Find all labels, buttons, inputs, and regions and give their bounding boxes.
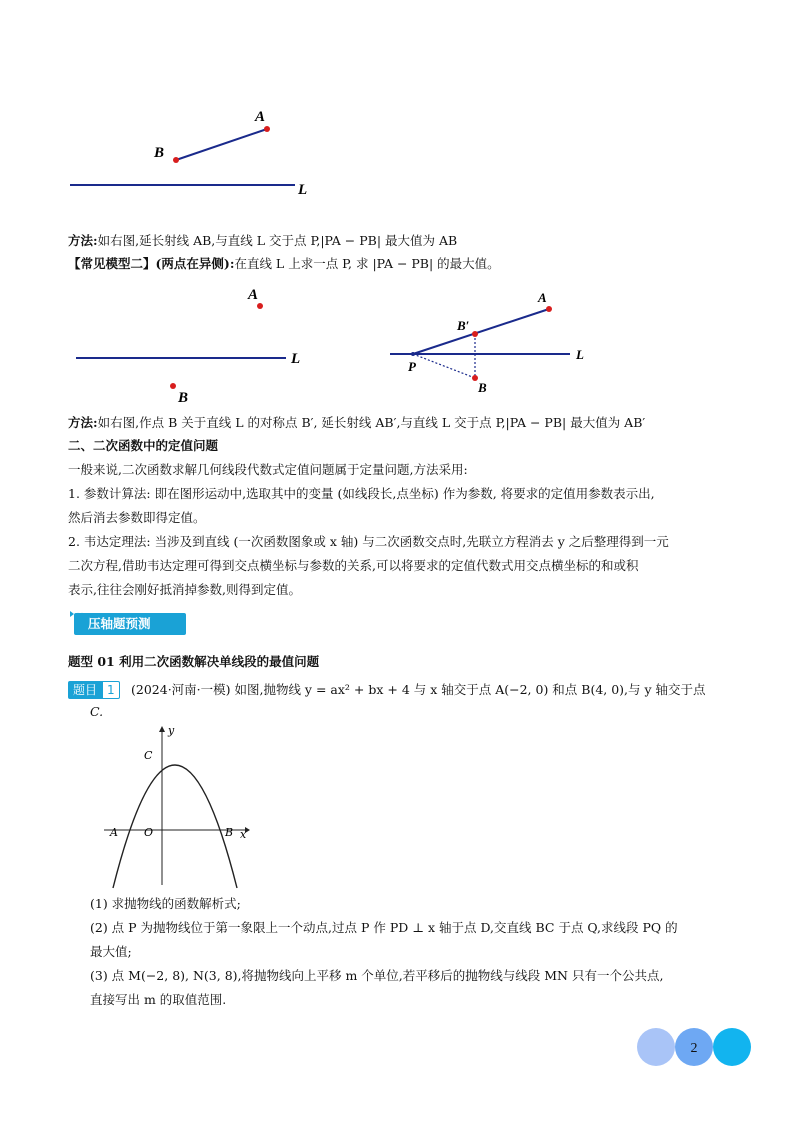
question-line1: (2024·河南·一模) 如图,抛物线 y = ax² + bx + 4 与 x 轴交于点 A(−2, 0) 和点 B(4, 0),与 y 轴交于点 xyxy=(131,682,706,697)
para-method2-line1: 2. 韦达定理法: 当涉及到直线 (一次函数图象或 x 轴) 与二次函数交点时,先联立方程消去 y 之后整理得到一元 xyxy=(68,534,669,549)
page-number-badge xyxy=(637,1028,751,1066)
label-l: L xyxy=(291,351,301,367)
figure-model2-right xyxy=(380,285,600,405)
subq-3-line2: 直接写出 m 的取值范围. xyxy=(90,992,227,1007)
parabola-curve xyxy=(113,765,237,888)
point-a xyxy=(257,303,263,309)
point-b xyxy=(170,383,176,389)
label-bprime: B′ xyxy=(457,318,470,333)
para-method1-line1: 1. 参数计算法: 即在图形运动中,选取其中的变量 (如线段长,点坐标) 作为参数, 将要求的定值用参数表示出, xyxy=(68,486,655,501)
point-bprime xyxy=(472,331,478,337)
label-l: L xyxy=(576,347,584,362)
label-a: A xyxy=(110,826,118,839)
subq-2-line1: (2) 点 P 为抛物线位于第一象限上一个动点,过点 P 作 PD ⊥ x 轴于点 D,交直线 BC 于点 Q,求线段 PQ 的 xyxy=(90,920,678,935)
ray-ap xyxy=(413,309,549,354)
model2-lead: 【常见模型二】(两点在异侧): xyxy=(68,256,235,271)
label-b: B xyxy=(478,380,487,395)
method1-line xyxy=(68,231,457,251)
section-banner xyxy=(68,610,188,636)
label-l: L xyxy=(298,182,308,198)
label-a: A xyxy=(255,109,266,125)
pager-circle-right xyxy=(713,1028,751,1066)
point-p xyxy=(411,352,415,356)
label-o: O xyxy=(144,826,154,839)
para-method2-line2: 二次方程,借助韦达定理可得到交点横坐标与参数的关系,可以将要求的定值代数式用交点横坐标的和或积 xyxy=(68,558,639,573)
point-b xyxy=(173,157,179,163)
page-number: 2 xyxy=(690,1041,698,1056)
label-x: x xyxy=(240,828,247,841)
label-b: B xyxy=(154,145,165,161)
label-y: y xyxy=(168,724,175,737)
method2-text: 如右图,作点 B 关于直线 L 的对称点 B′, 延长射线 AB′,与直线 L 交于点 P,|PA − PB| 最大值为 AB′ xyxy=(97,415,646,430)
segment-ab xyxy=(176,129,267,160)
question-line2: C. xyxy=(90,704,104,719)
figure-model2-left xyxy=(60,280,320,410)
label-b: B xyxy=(178,390,189,406)
y-axis-arrow-icon xyxy=(159,726,165,732)
question-tag xyxy=(68,681,120,699)
method2-line xyxy=(68,413,645,433)
question-number: 1 xyxy=(102,681,120,699)
para-method1-line2: 然后消去参数即得定值。 xyxy=(68,510,206,525)
subq-3-line1: (3) 点 M(−2, 8), N(3, 8),将抛物线向上平移 m 个单位,若平移后的抛物线与线段 MN 只有一个公共点, xyxy=(90,968,664,983)
type01-heading: 题型 01 利用二次函数解决单线段的最值问题 xyxy=(68,654,320,669)
point-a xyxy=(264,126,270,132)
method1-text: 如右图,延长射线 AB,与直线 L 交于点 P,|PA − PB| 最大值为 AB xyxy=(97,233,458,248)
label-p: P xyxy=(408,359,416,374)
point-a xyxy=(546,306,552,312)
figure-model1 xyxy=(60,100,340,200)
pager-circle-left xyxy=(637,1028,675,1066)
method1-lead: 方法: xyxy=(68,233,98,248)
question-tag-label: 题目 xyxy=(68,681,102,699)
parabola-graph xyxy=(100,722,260,890)
subq-2-line2: 最大值; xyxy=(90,944,132,959)
section2-heading: 二、二次函数中的定值问题 xyxy=(68,438,219,453)
label-b: B xyxy=(225,826,234,839)
para-method2-line3: 表示,往往会刚好抵消掉参数,则得到定值。 xyxy=(68,582,301,597)
model2-line xyxy=(68,254,500,274)
para-intro: 一般来说,二次函数求解几何线段代数式定值问题属于定量问题,方法采用: xyxy=(68,462,468,477)
label-a: A xyxy=(248,287,259,303)
model2-text: 在直线 L 上求一点 P, 求 |PA − PB| 的最大值。 xyxy=(234,256,500,271)
label-c: C xyxy=(144,749,153,762)
segment-pb xyxy=(413,354,475,378)
method2-lead: 方法: xyxy=(68,415,98,430)
banner-title: 压轴题预测 xyxy=(88,616,151,631)
label-a: A xyxy=(538,290,547,305)
subq-1: (1) 求抛物线的函数解析式; xyxy=(90,896,241,911)
